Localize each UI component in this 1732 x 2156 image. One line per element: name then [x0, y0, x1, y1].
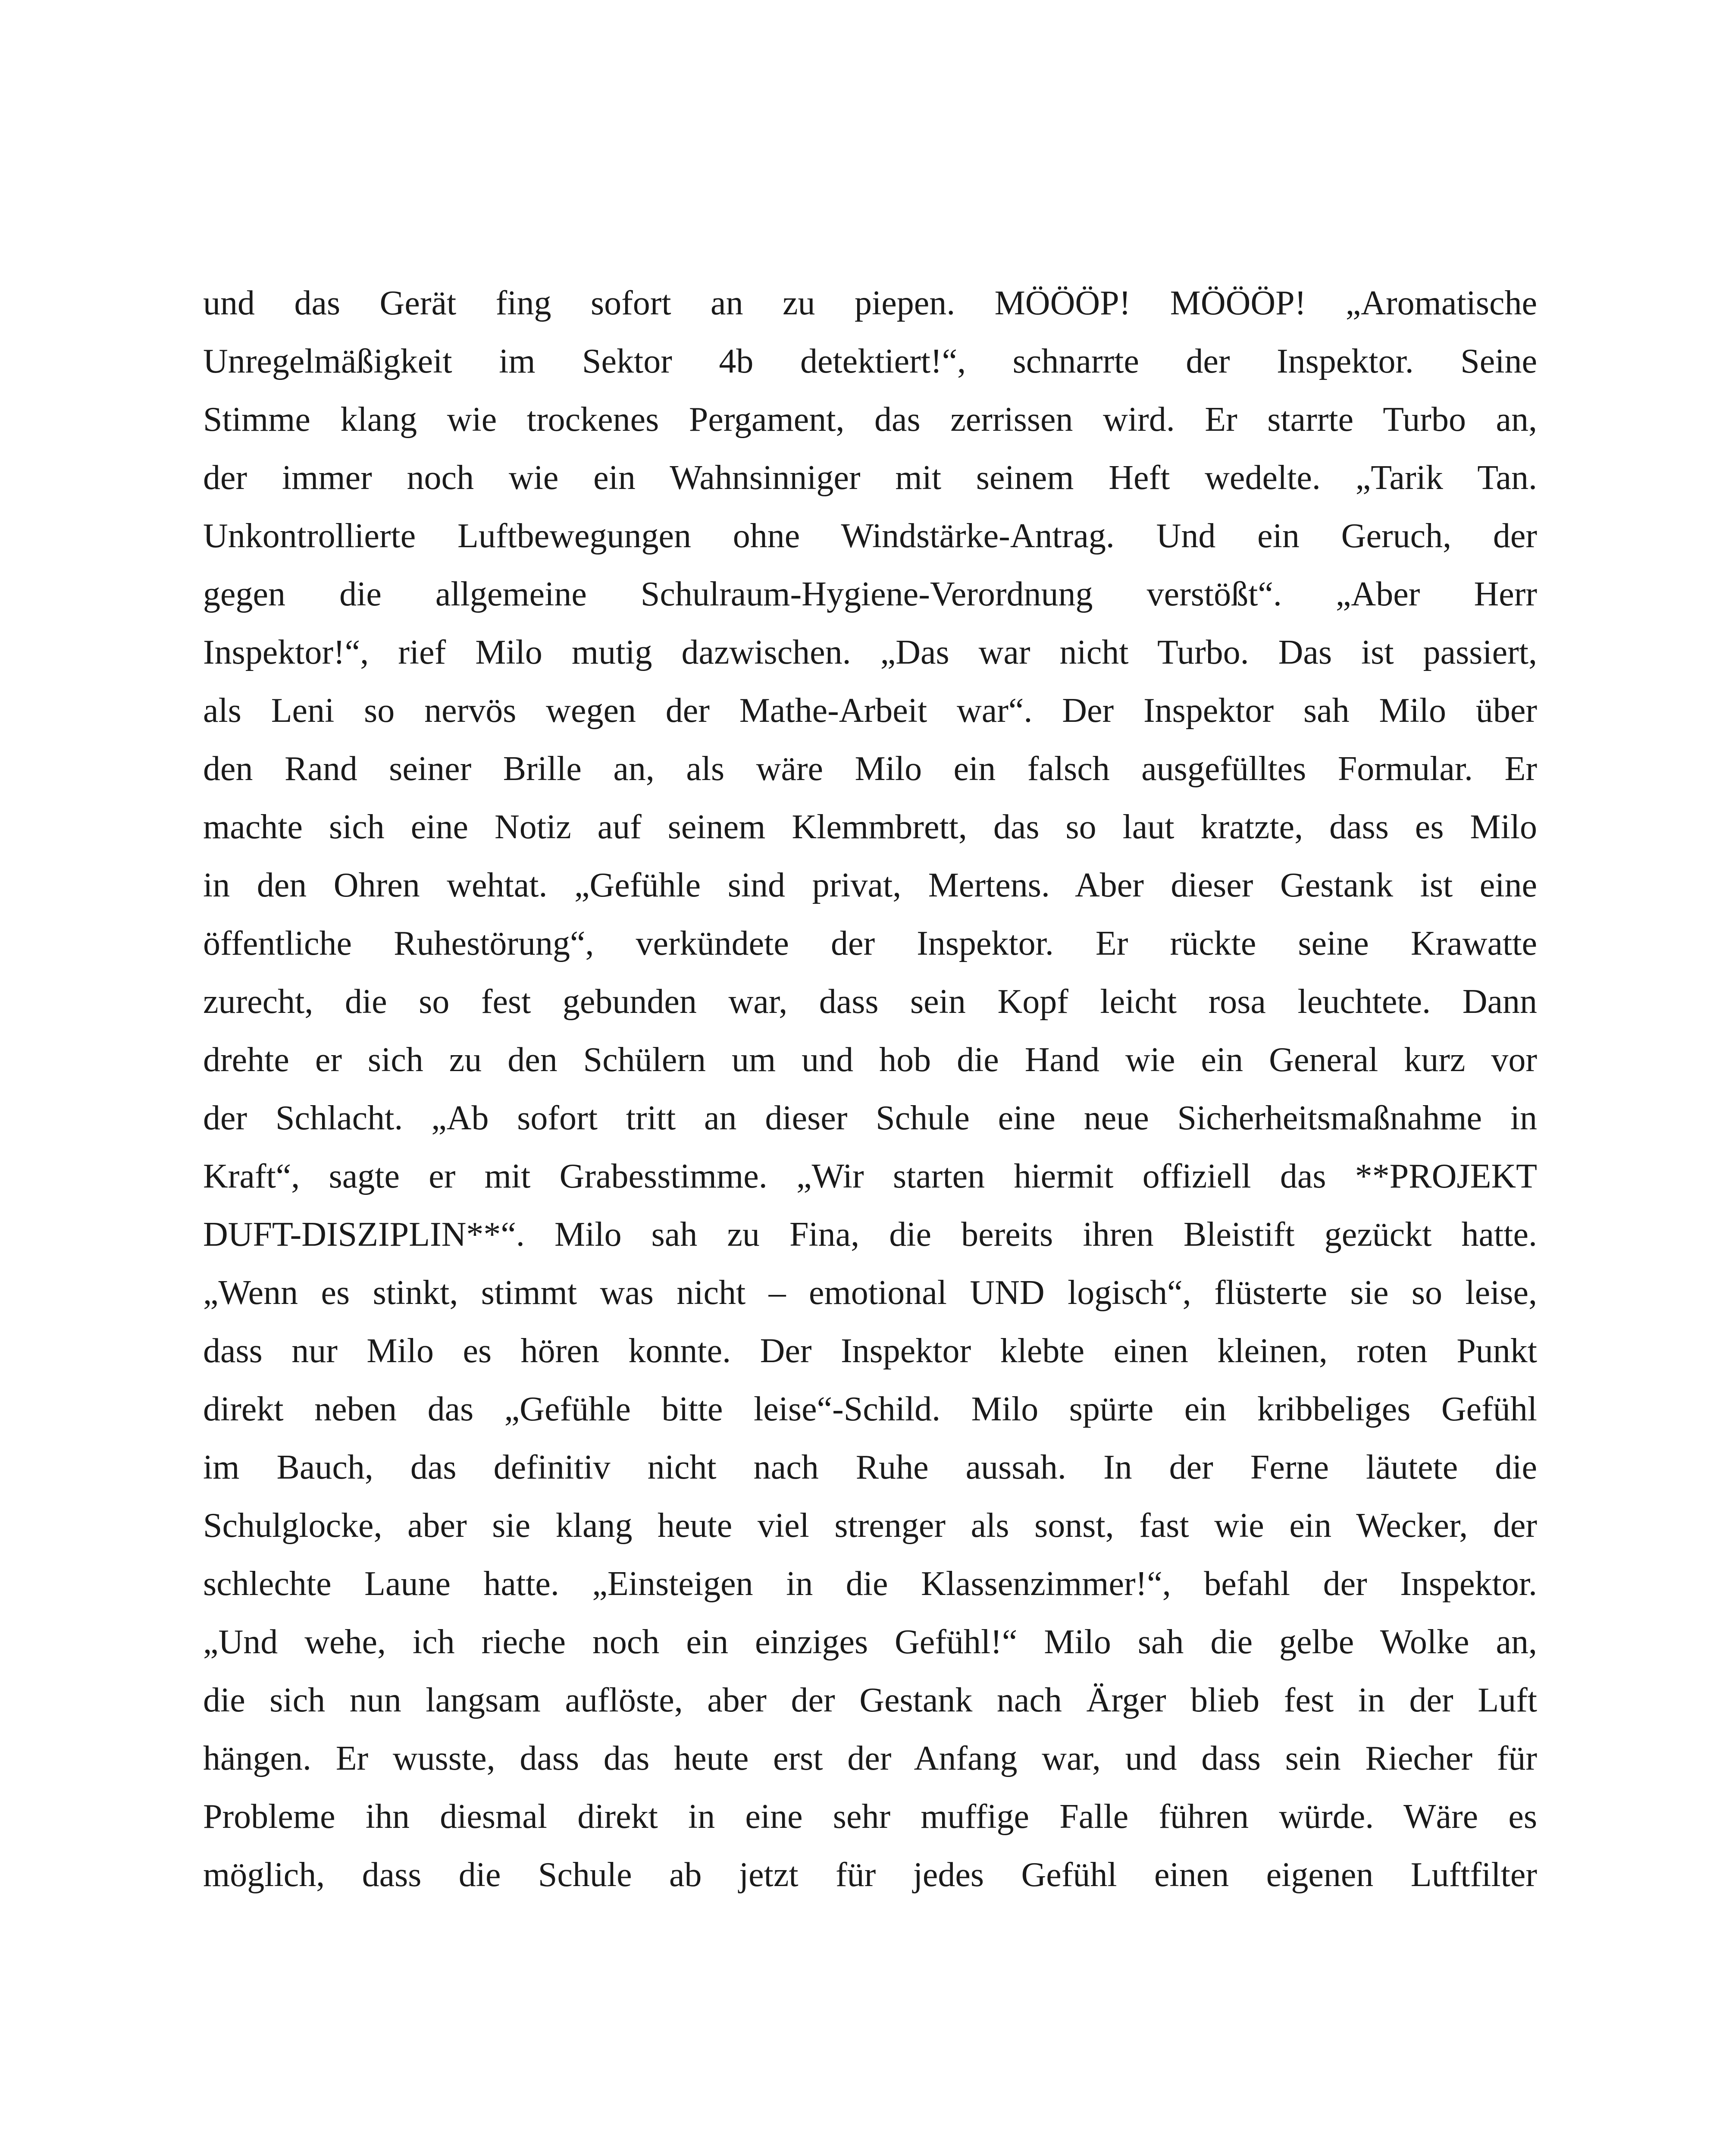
text-line-10: machte sich eine Notiz auf seinem Klemmbrett, das so laut kratzte, dass es Milo	[203, 808, 1537, 846]
text-line-23: schlechte Laune hatte. „Einsteigen in die Klassenzimmer!“, befahl der Inspektor.	[203, 1565, 1537, 1603]
text-line-21: im Bauch, das definitiv nicht nach Ruhe aussah. In der Ferne läutete die	[203, 1448, 1537, 1486]
text-line-28: möglich, dass die Schule ab jetzt für jedes Gefühl einen eigenen Luftfilter	[203, 1856, 1537, 1894]
text-line-3: Stimme klang wie trockenes Pergament, das zerrissen wird. Er starrte Turbo an,	[203, 401, 1537, 439]
text-line-2: Unregelmäßigkeit im Sektor 4b detektiert!“, schnarrte der Inspektor. Seine	[203, 342, 1537, 380]
text-line-4: der immer noch wie ein Wahnsinniger mit seinem Heft wedelte. „Tarik Tan.	[203, 459, 1537, 497]
text-line-20: direkt neben das „Gefühle bitte leise“-Schild. Milo spürte ein kribbeliges Gefühl	[203, 1390, 1537, 1428]
text-line-22: Schulglocke, aber sie klang heute viel strenger als sonst, fast wie ein Wecker, der	[203, 1507, 1537, 1545]
text-line-11: in den Ohren wehtat. „Gefühle sind privat, Mertens. Aber dieser Gestank ist eine	[203, 866, 1537, 904]
text-line-27: Probleme ihn diesmal direkt in eine sehr muffige Falle führen würde. Wäre es	[203, 1798, 1537, 1836]
text-line-19: dass nur Milo es hören konnte. Der Inspektor klebte einen kleinen, roten Punkt	[203, 1332, 1537, 1370]
body-text	[203, 274, 1537, 1904]
text-line-24: „Und wehe, ich rieche noch ein einziges Gefühl!“ Milo sah die gelbe Wolke an,	[203, 1623, 1537, 1661]
text-line-25: die sich nun langsam auflöste, aber der Gestank nach Ärger blieb fest in der Luft	[203, 1681, 1537, 1719]
text-line-18: „Wenn es stinkt, stimmt was nicht – emotional UND logisch“, flüsterte sie so leise,	[203, 1274, 1537, 1312]
text-line-14: drehte er sich zu den Schülern um und hob die Hand wie ein General kurz vor	[203, 1041, 1537, 1079]
text-line-9: den Rand seiner Brille an, als wäre Milo ein falsch ausgefülltes Formular. Er	[203, 750, 1537, 788]
text-line-6: gegen die allgemeine Schulraum-Hygiene-Verordnung verstößt“. „Aber Herr	[203, 575, 1537, 613]
text-line-1: und das Gerät fing sofort an zu piepen. MÖÖÖP! MÖÖÖP! „Aromatische	[203, 284, 1537, 322]
text-line-12: öffentliche Ruhestörung“, verkündete der Inspektor. Er rückte seine Krawatte	[203, 924, 1537, 962]
text-line-16: Kraft“, sagte er mit Grabesstimme. „Wir starten hiermit offiziell das **PROJEKT	[203, 1157, 1537, 1195]
text-line-13: zurecht, die so fest gebunden war, dass sein Kopf leicht rosa leuchtete. Dann	[203, 983, 1537, 1021]
text-line-5: Unkontrollierte Luftbewegungen ohne Windstärke-Antrag. Und ein Geruch, der	[203, 517, 1537, 555]
text-line-8: als Leni so nervös wegen der Mathe-Arbeit war“. Der Inspektor sah Milo über	[203, 692, 1537, 730]
text-line-17: DUFT-DISZIPLIN**“. Milo sah zu Fina, die bereits ihren Bleistift gezückt hatte.	[203, 1216, 1537, 1253]
text-line-15: der Schlacht. „Ab sofort tritt an dieser Schule eine neue Sicherheitsmaßnahme in	[203, 1099, 1537, 1137]
text-line-26: hängen. Er wusste, dass das heute erst der Anfang war, und dass sein Riecher für	[203, 1739, 1537, 1777]
text-line-7: Inspektor!“, rief Milo mutig dazwischen. „Das war nicht Turbo. Das ist passiert,	[203, 633, 1537, 671]
